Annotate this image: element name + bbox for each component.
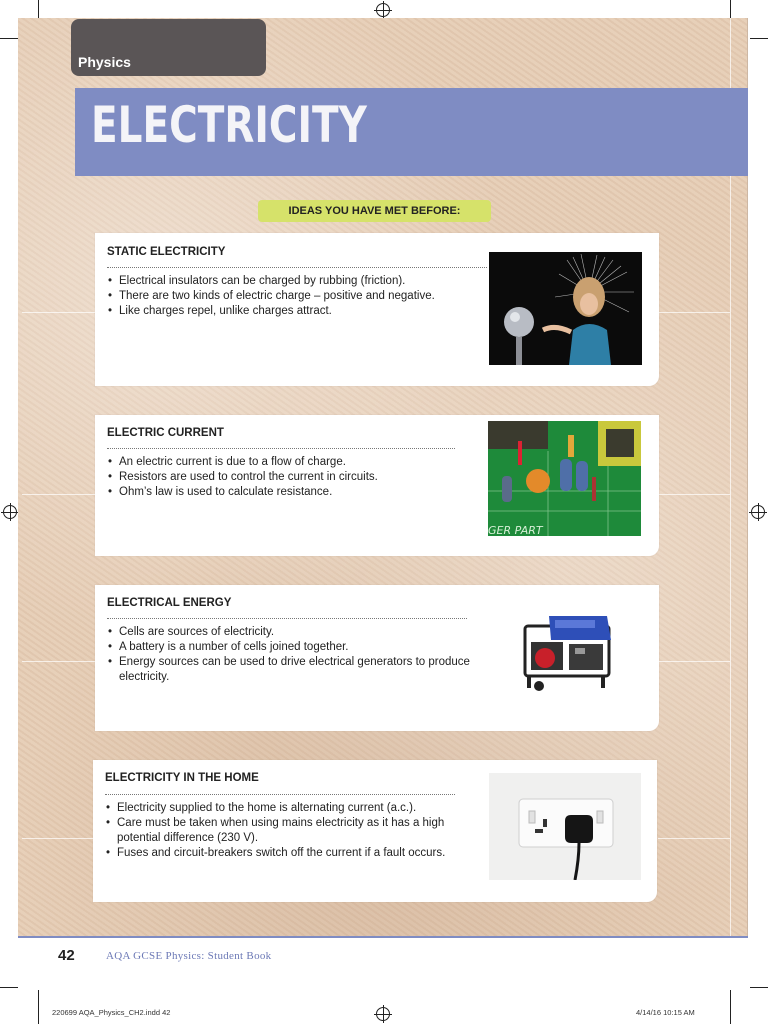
guide-line	[22, 312, 95, 313]
list-item: • Resistors are used to control the current in circuits.	[107, 470, 487, 485]
print-slug-date: 4/14/16 10:15 AM	[636, 1008, 695, 1017]
bullet-list	[107, 455, 487, 500]
card-heading: ELECTRIC CURRENT	[107, 427, 224, 439]
crop-mark	[750, 987, 768, 988]
registration-mark-icon	[376, 1007, 390, 1021]
guide-line	[22, 494, 95, 495]
card-heading: ELECTRICAL ENERGY	[107, 597, 232, 609]
list-item: • Cells are sources of electricity.	[107, 625, 477, 640]
van-de-graaff-image	[489, 252, 642, 365]
card-heading: ELECTRICITY IN THE HOME	[105, 772, 259, 784]
circuit-board-photo	[488, 421, 641, 536]
crop-mark	[38, 0, 39, 18]
card-static-electricity	[95, 233, 659, 386]
guide-line	[22, 838, 95, 839]
subject-tab	[71, 19, 266, 76]
list-item: • Care must be taken when using mains electricity as it has a high potential difference (230 V).	[105, 816, 465, 846]
dotted-divider	[107, 267, 487, 268]
crop-mark	[730, 990, 731, 1024]
list-item: • An electric current is due to a flow of charge.	[107, 455, 487, 470]
circuit-board-image	[488, 421, 641, 536]
card-electrical-energy	[95, 585, 659, 731]
list-item: • Fuses and circuit-breakers switch off the current if a fault occurs.	[105, 846, 465, 861]
footer-rule	[18, 936, 748, 938]
crop-mark	[0, 38, 18, 39]
dotted-divider	[107, 618, 467, 619]
plug-socket-photo	[489, 773, 641, 880]
list-item: • Energy sources can be used to drive electrical generators to produce electricity.	[107, 655, 477, 685]
print-slug-file: 220699 AQA_Physics_CH2.indd 42	[52, 1008, 171, 1017]
title-band	[75, 88, 748, 176]
plug-socket-image	[489, 773, 641, 880]
list-item: • Ohm’s law is used to calculate resistance.	[107, 485, 487, 500]
guide-line	[658, 494, 730, 495]
card-heading: STATIC ELECTRICITY	[107, 246, 226, 258]
crop-mark	[750, 38, 768, 39]
guide-line	[658, 838, 730, 839]
crop-mark	[0, 987, 18, 988]
circuit-board-text: GER PART	[488, 524, 543, 536]
bullet-list	[107, 625, 477, 685]
crop-mark	[730, 0, 731, 18]
card-electricity-in-the-home	[93, 760, 657, 902]
book-title: AQA GCSE Physics: Student Book	[106, 950, 272, 962]
registration-mark-icon	[376, 3, 390, 17]
page-number: 42	[58, 947, 75, 964]
subject-label: Physics	[78, 54, 131, 70]
list-item: • Like charges repel, unlike charges attract.	[107, 304, 497, 319]
crop-mark	[38, 990, 39, 1024]
page-title: ELECTRICITY	[91, 96, 367, 154]
list-item: • There are two kinds of electric charge – positive and negative.	[107, 289, 497, 304]
generator-image	[523, 612, 613, 692]
ideas-tag: IDEAS YOU HAVE MET BEFORE:	[258, 200, 491, 222]
list-item: • A battery is a number of cells joined together.	[107, 640, 477, 655]
bullet-list	[107, 274, 497, 319]
card-electric-current	[95, 415, 659, 556]
generator-photo	[523, 612, 613, 692]
registration-mark-icon	[3, 505, 17, 519]
bullet-list	[105, 801, 465, 861]
guide-line	[22, 661, 95, 662]
guide-line	[658, 661, 730, 662]
guide-line	[658, 312, 730, 313]
list-item: • Electricity supplied to the home is alternating current (a.c.).	[105, 801, 465, 816]
dotted-divider	[105, 794, 455, 795]
static-electricity-photo	[489, 252, 642, 365]
registration-mark-icon	[751, 505, 765, 519]
dotted-divider	[107, 448, 455, 449]
list-item: • Electrical insulators can be charged by rubbing (friction).	[107, 274, 497, 289]
